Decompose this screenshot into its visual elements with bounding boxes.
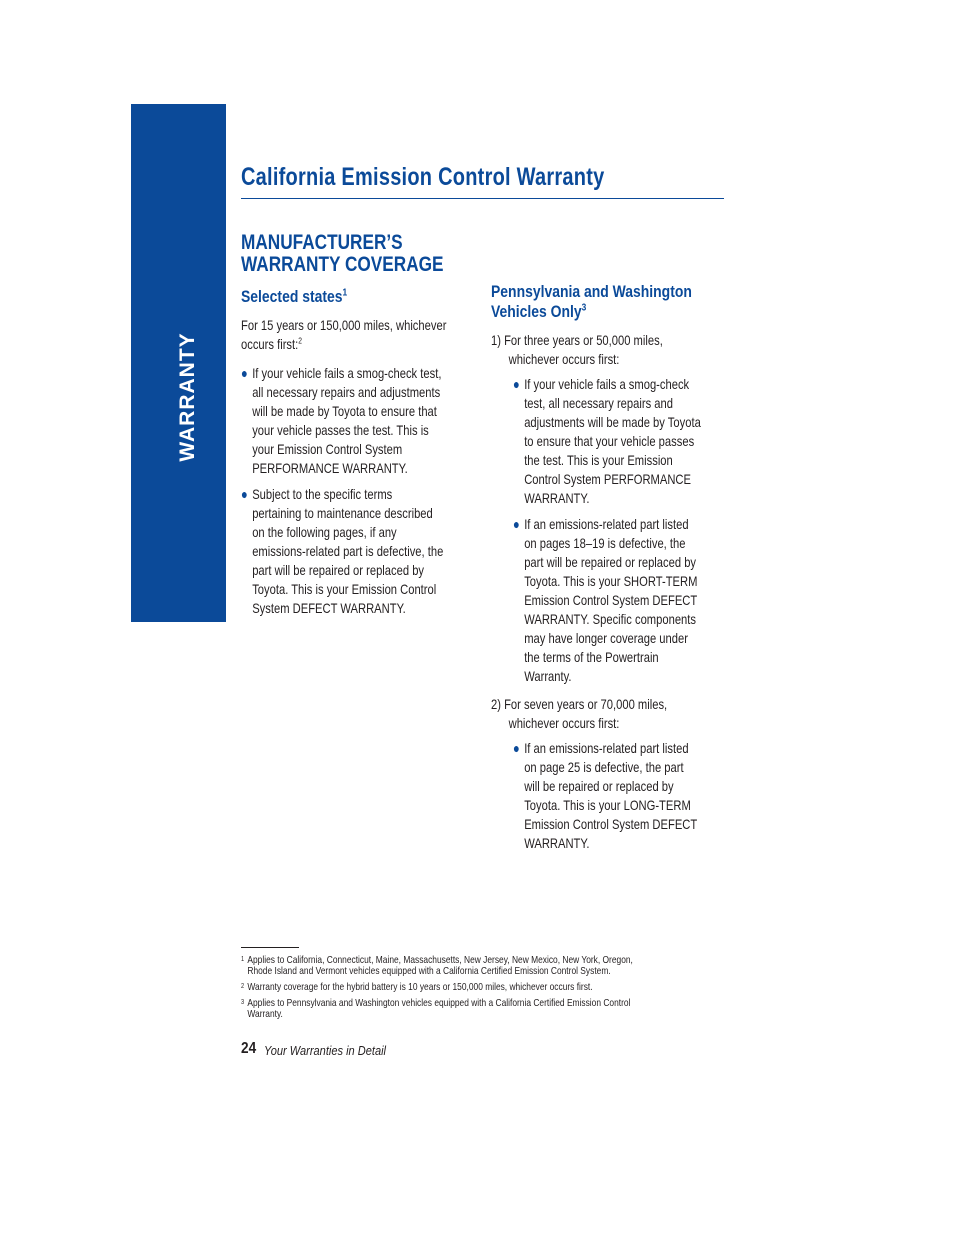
footnote-ref: 3 (581, 302, 587, 314)
bullet-dot-icon: ● (513, 740, 520, 756)
bullet-line: test, all necessary repairs and (524, 395, 673, 411)
bullet-line: WARRANTY. (524, 835, 590, 851)
bullet-line: pertaining to maintenance described (252, 505, 433, 521)
footnote-number: 2 (241, 983, 245, 990)
title-divider (241, 198, 724, 199)
bullet-line: System DEFECT WARRANTY. (252, 600, 406, 616)
bullet-line: adjustments will be made by Toyota (524, 414, 701, 430)
footnote-number: 3 (241, 999, 245, 1006)
page-number: 24 (241, 1040, 257, 1057)
bullet-line: PERFORMANCE WARRANTY. (252, 460, 408, 476)
bullet-line: WARRANTY. Specific components (524, 611, 696, 627)
bullet-line: part will be repaired or replaced by (524, 554, 697, 570)
bullet-line: Subject to the specific terms (252, 486, 393, 502)
footnote-divider (241, 947, 299, 948)
intro-paragraph (241, 316, 447, 354)
bullet-line: may have longer coverage under (524, 630, 688, 646)
subheading-text: Vehicles Only (491, 302, 582, 321)
bullet-line: the test. This is your Emission (524, 452, 673, 468)
bullet-line: on the following pages, if any (252, 524, 397, 540)
bullet-dot-icon: ● (241, 486, 248, 502)
section-heading-line-1: MANUFACTURER’S (241, 231, 403, 254)
section-heading-line-2: WARRANTY COVERAGE (241, 253, 444, 276)
bullet-line: part will be repaired or replaced by (252, 562, 425, 578)
footnotes (241, 955, 841, 1025)
footnote-number: 1 (241, 956, 245, 963)
list-item (513, 375, 701, 508)
footnote-line: Warranty. (247, 1008, 283, 1020)
left-column (241, 232, 477, 618)
bullet-line: Toyota. This is your SHORT-TERM (524, 573, 698, 589)
bullet-line: If an emissions-related part listed (524, 740, 689, 756)
numbered-line: 1) For three years or 50,000 miles, (491, 332, 663, 348)
page-title: California Emission Control Warranty (241, 163, 605, 191)
bullet-line: Toyota. This is your Emission Control (252, 581, 437, 597)
numbered-item-2 (491, 695, 680, 733)
list-item (513, 515, 698, 686)
footnote (241, 998, 721, 1020)
bullet-line: Emission Control System DEFECT (524, 592, 698, 608)
bullet-line: If your vehicle fails a smog-check (524, 376, 690, 392)
footnote-ref: 2 (298, 335, 302, 346)
footnote-line: Applies to Pennsylvania and Washington vehicles equipped with a California Certified Emission Control (247, 997, 631, 1009)
bullet-line: Control System PERFORMANCE (524, 471, 691, 487)
bullet-line: all necessary repairs and adjustments (252, 384, 441, 400)
right-column (491, 282, 727, 853)
bullet-dot-icon: ● (513, 376, 520, 392)
bullet-line: your Emission Control System (252, 441, 403, 457)
subheading-text: Selected states (241, 287, 343, 306)
footnote-line: Warranty coverage for the hybrid battery is 10 years or 150,000 miles, whichever occurs first. (247, 981, 593, 993)
bullet-line: on page 25 is defective, the part (524, 759, 684, 775)
bullet-line: If an emissions-related part listed (524, 516, 689, 532)
page-caption: Your Warranties in Detail (264, 1043, 387, 1058)
footnote-line: Applies to California, Connecticut, Maine, Massachusetts, New Jersey, New Mexico, New York, Oregon, (247, 954, 633, 966)
subheading-pa-wa-line-2 (491, 302, 685, 322)
intro-line: For 15 years or 150,000 miles, whichever (241, 317, 447, 333)
subheading-selected-states (241, 287, 435, 307)
footnote (241, 982, 721, 993)
bullet-dot-icon: ● (513, 516, 520, 532)
intro-line: occurs first: (241, 336, 299, 352)
bullet-line: will be made by Toyota to ensure that (252, 403, 437, 419)
bullet-line: Emission Control System DEFECT (524, 816, 698, 832)
numbered-item-1 (491, 331, 680, 369)
numbered-line: whichever occurs first: (508, 351, 620, 367)
numbered-line: whichever occurs first: (508, 715, 620, 731)
bullet-line: on pages 18–19 is defective, the (524, 535, 686, 551)
list-item (513, 739, 698, 853)
section-tab-label: WARRANTY (176, 332, 199, 462)
footnote-ref: 1 (342, 287, 348, 299)
list-item (241, 485, 444, 618)
numbered-line: 2) For seven years or 70,000 miles, (491, 696, 668, 712)
bullet-dot-icon: ● (241, 365, 248, 381)
bullet-line: Warranty. (524, 668, 572, 684)
bullet-line: Toyota. This is your LONG-TERM (524, 797, 691, 813)
bullet-line: the terms of the Powertrain (524, 649, 659, 665)
list-item (241, 364, 442, 478)
bullet-line: emissions-related part is defective, the (252, 543, 444, 559)
footnote-line: Rhode Island and Vermont vehicles equipped with a California Certified Emission Control System. (247, 965, 611, 977)
bullet-line: WARRANTY. (524, 490, 590, 506)
bullet-line: to ensure that your vehicle passes (524, 433, 695, 449)
bullet-line: If your vehicle fails a smog-check test, (252, 365, 442, 381)
bullet-line: will be repaired or replaced by (524, 778, 674, 794)
bullet-line: your vehicle passes the test. This is (252, 422, 429, 438)
footnote (241, 955, 721, 977)
subheading-pa-wa-line-1: Pennsylvania and Washington (491, 282, 692, 301)
